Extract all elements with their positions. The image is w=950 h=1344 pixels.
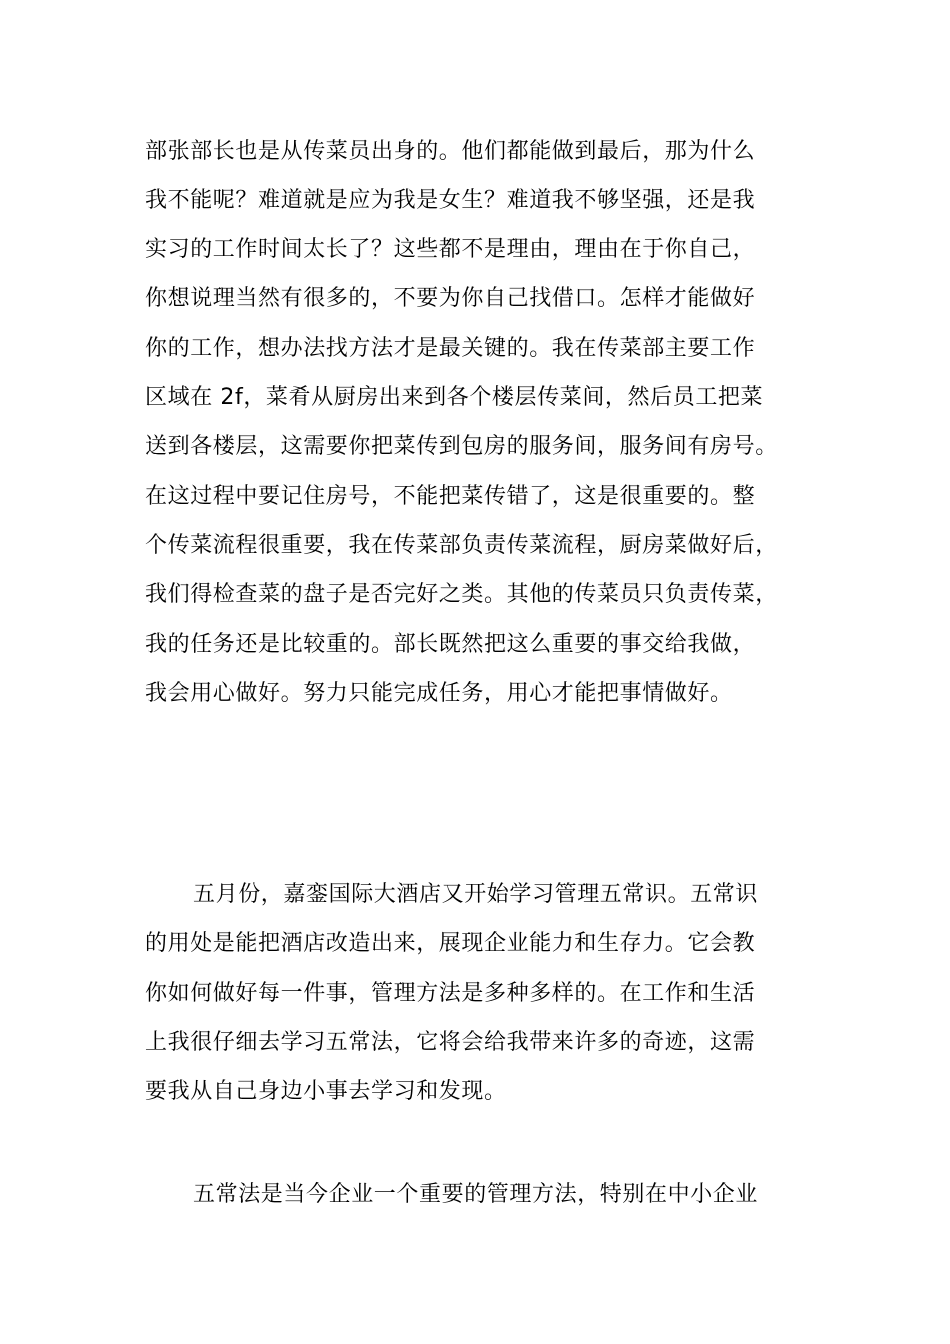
text-line: 我们得检查菜的盘子是否完好之类。其他的传菜员只负责传菜，: [145, 582, 778, 607]
text-line: 我不能呢？难道就是应为我是女生？难道我不够坚强，还是我: [145, 188, 756, 213]
text-line: 部张部长也是从传菜员出身的。他们都能做到最后，那为什么: [145, 139, 756, 164]
text-line: 你想说理当然有很多的，不要为你自己找借口。怎样才能做好: [145, 286, 756, 311]
text-line: 实习的工作时间太长了？这些都不是理由，理由在于你自己，: [145, 237, 756, 262]
text-line: 我会用心做好。努力只能完成任务，用心才能把事情做好。: [145, 681, 733, 706]
text-line: 五月份，嘉銮国际大酒店又开始学习管理五常识。五常识: [193, 882, 759, 907]
text-line: 五常法是当今企业一个重要的管理方法，特别在中小企业: [193, 1182, 759, 1207]
text-line: 送到各楼层，这需要你把菜传到包房的服务间，服务间有房号。: [145, 434, 778, 459]
text-line: 你的工作，想办法找方法才是最关键的。我在传菜部主要工作: [145, 336, 756, 361]
text-line: 的用处是能把酒店改造出来，展现企业能力和生存力。它会教: [145, 931, 756, 956]
text-line: 个传菜流程很重要，我在传菜部负责传菜流程，厨房菜做好后，: [145, 533, 778, 558]
text-line: 我的任务还是比较重的。部长既然把这么重要的事交给我做，: [145, 632, 756, 657]
text-line: 在这过程中要记住房号，不能把菜传错了，这是很重要的。整: [145, 484, 756, 509]
text-line: 你如何做好每一件事，管理方法是多种多样的。在工作和生活: [145, 981, 756, 1006]
text-line: 要我从自己身边小事去学习和发现。: [145, 1079, 507, 1104]
text-line: 区域在 2f，菜肴从厨房出来到各个楼层传菜间，然后员工把菜: [145, 385, 764, 410]
text-line: 上我很仔细去学习五常法，它将会给我带来许多的奇迹，这需: [145, 1030, 756, 1055]
